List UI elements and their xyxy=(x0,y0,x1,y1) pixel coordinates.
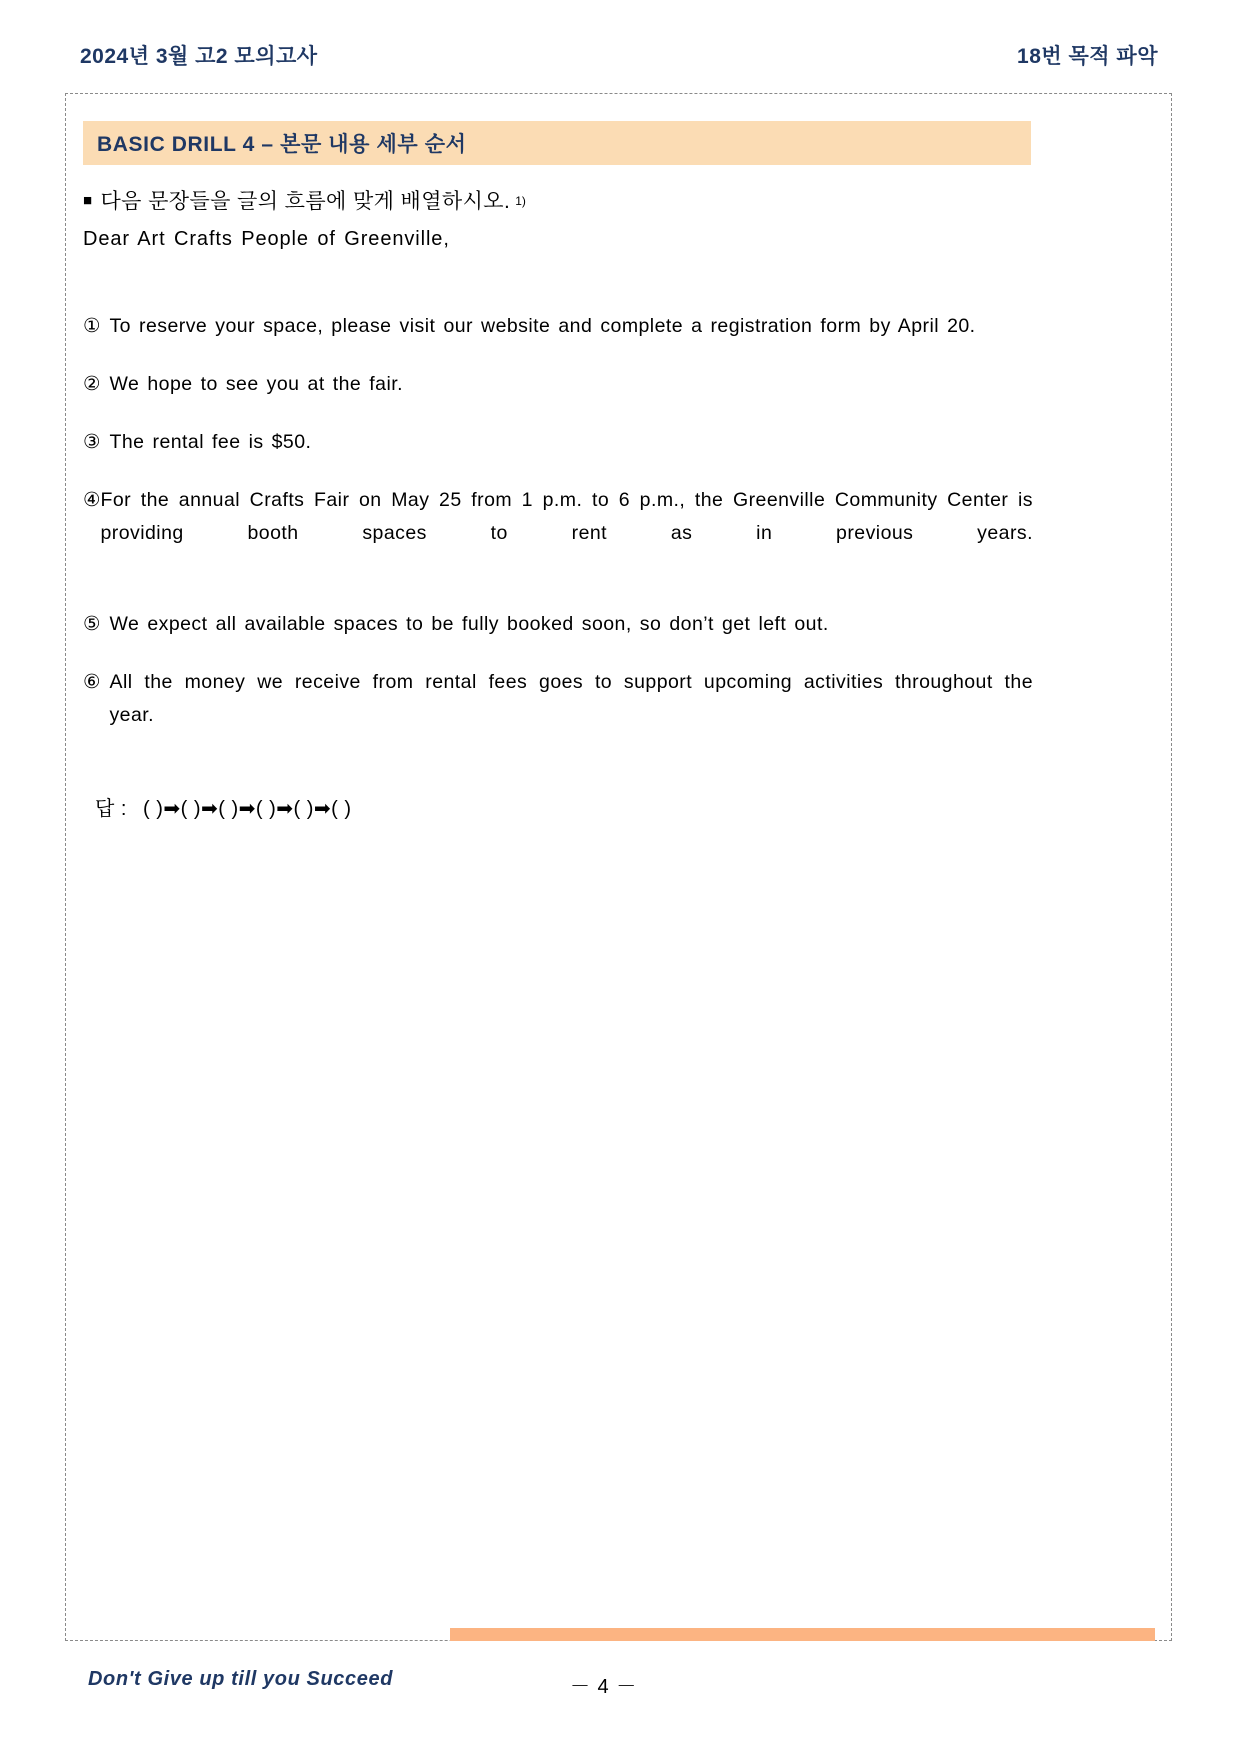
sentence-item xyxy=(83,666,1033,765)
answer-line xyxy=(95,792,352,821)
sentence-text: For the annual Crafts Fair on May 25 from 1 p.m. to 6 p.m., the Greenville Community Center is providing booth spaces to rent as in previous years. xyxy=(100,489,1033,544)
header-question-topic: 18번 목적 파악 xyxy=(1017,45,1158,68)
drill-title-bar xyxy=(83,121,1031,165)
sentence-marker: ④ xyxy=(83,489,101,511)
sentence-text: We hope to see you at the fair. xyxy=(109,373,403,395)
header-exam-title: 2024년 3월 고2 모의고사 xyxy=(80,45,318,68)
sentence-item xyxy=(83,484,1033,583)
answer-label: 답 : xyxy=(95,798,127,820)
sentence-item xyxy=(83,426,1033,459)
footer-accent-rule xyxy=(450,1628,1155,1641)
sentence-text: We expect all available spaces to be fully booked soon, so don’t get left out. xyxy=(109,613,829,635)
sentence-list xyxy=(83,310,1033,790)
footer-motto: Don't Give up till you Succeed xyxy=(88,1668,394,1690)
passage-salutation: Dear Art Crafts People of Greenville, xyxy=(83,228,450,250)
sentence-marker: ① xyxy=(83,315,101,337)
instruction-text: 다음 문장들을 글의 흐름에 맞게 배열하시오. xyxy=(100,190,511,213)
answer-blanks[interactable]: ( )➡( )➡( )➡( )➡( )➡( ) xyxy=(143,798,352,820)
drill-title-label: BASIC DRILL 4 – 본문 내용 세부 순서 xyxy=(97,133,467,156)
sentence-item xyxy=(83,310,1033,343)
sentence-item xyxy=(83,368,1033,401)
instruction-line xyxy=(83,185,526,215)
sentence-marker: ③ xyxy=(83,431,101,453)
sentence-item xyxy=(83,608,1033,641)
page-header xyxy=(0,0,1240,92)
footnote-marker: 1) xyxy=(515,194,526,208)
sentence-text: To reserve your space, please visit our website and complete a registration form by April 20. xyxy=(109,315,976,337)
sentence-marker: ② xyxy=(83,373,101,395)
sentence-text: The rental fee is $50. xyxy=(109,431,312,453)
sentence-marker: ⑥ xyxy=(83,671,101,693)
sentence-text: All the money we receive from rental fees goes to support upcoming activities throughout the year. xyxy=(109,671,1033,726)
sentence-marker: ⑤ xyxy=(83,613,101,635)
page-footer xyxy=(0,1668,1240,1728)
square-bullet-icon: ■ xyxy=(83,192,93,209)
footer-page-number: － 4 － xyxy=(570,1676,638,1698)
